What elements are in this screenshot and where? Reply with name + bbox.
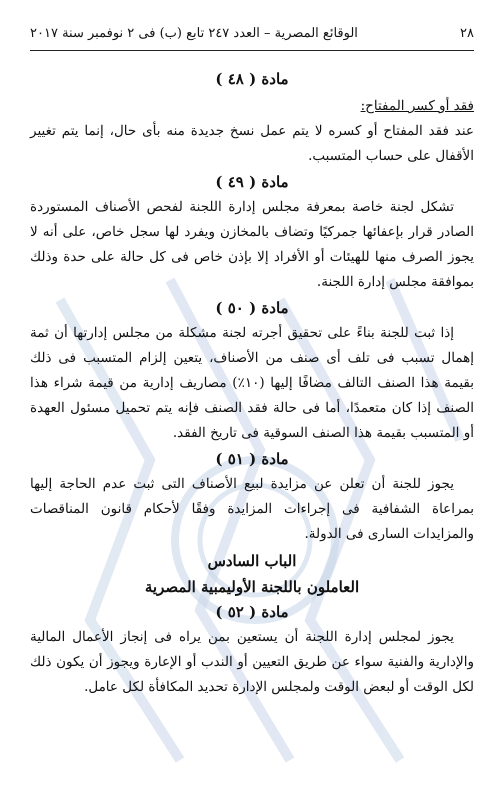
running-title: الوقائع المصرية – العدد ٢٤٧ تابع (ب) فى ٢ نوفمبر سنة ٢٠١٧ [30, 26, 358, 41]
article-50-body: إذا ثبت للجنة بناءً على تحقيق أجرته لجنة مشكلة من مجلس إدارتها أن ثمة إهمال تسبب فى تلف أى صنف من الأصناف، يتعين إلزام المتسبب فى ذلك بقيمة هذا الصنف التالف مضافًا إليها (١٠٪) مصاريف إدارية من قيمة شراء هذا الصنف إذا كان متعمدًا، أما فى حالة فقد الصنف فإنه يتم تحميل مسئول العهدة أو المتسبب بقيمة هذا الصنف السوقية فى تاريخ الفقد. [30, 325, 474, 441]
chapter-label: الباب السادس [207, 552, 297, 570]
article-52-body: يجوز لمجلس إدارة اللجنة أن يستعين بمن يراه فى إنجاز الأعمال المالية والإدارية والفنية سواء عن طريق التعيين أو الندب أو الإعارة ويجوز أن يكون ذلك لكل الوقت أو لبعض الوقت ولمجلس الإدارة تحديد المكافأة لكل عامل. [30, 629, 474, 695]
article-50-title: مادة ( ٥٠ ) [215, 299, 289, 317]
chapter-title: العاملون باللجنة الأوليمبية المصرية [144, 578, 360, 596]
page-number: ٢٨ [460, 26, 474, 41]
header-rule [30, 50, 474, 51]
article-49-title: مادة ( ٤٩ ) [215, 173, 289, 191]
article-51-body: يجوز للجنة أن تعلن عن مزايدة لبيع الأصناف التى ثبت عدم الحاجة إليها بمراعاة الشفافية فى إجراءات المزايدة وفقًا لأحكام قانون المناقصات والمزايدات السارى فى الدولة. [30, 476, 474, 542]
page-content [30, 66, 474, 700]
article-48-body: عند فقد المفتاح أو كسره لا يتم عمل نسخ جديدة منه بأى حال، إنما يتم تغيير الأقفال على حساب المتسبب. [30, 123, 474, 164]
article-52-title: مادة ( ٥٢ ) [215, 603, 289, 621]
article-48-title: مادة ( ٤٨ ) [215, 70, 289, 88]
page-header [30, 26, 474, 41]
article-48-subheading: فقد أو كسر المفتاح: [360, 98, 474, 114]
article-49-body: تشكل لجنة خاصة بمعرفة مجلس إدارة اللجنة لفحص الأصناف المستوردة الصادر قرار بإعفائها جمركيًا وتضاف بالمخازن ويفرد لها سجل خاص، على أنه لا يجوز الصرف منها للهيئات أو الأفراد إلا بإذن خاص فى كل حالة على حدة وذلك بموافقة مجلس إدارة اللجنة. [30, 199, 474, 290]
article-51-title: مادة ( ٥١ ) [215, 450, 289, 468]
